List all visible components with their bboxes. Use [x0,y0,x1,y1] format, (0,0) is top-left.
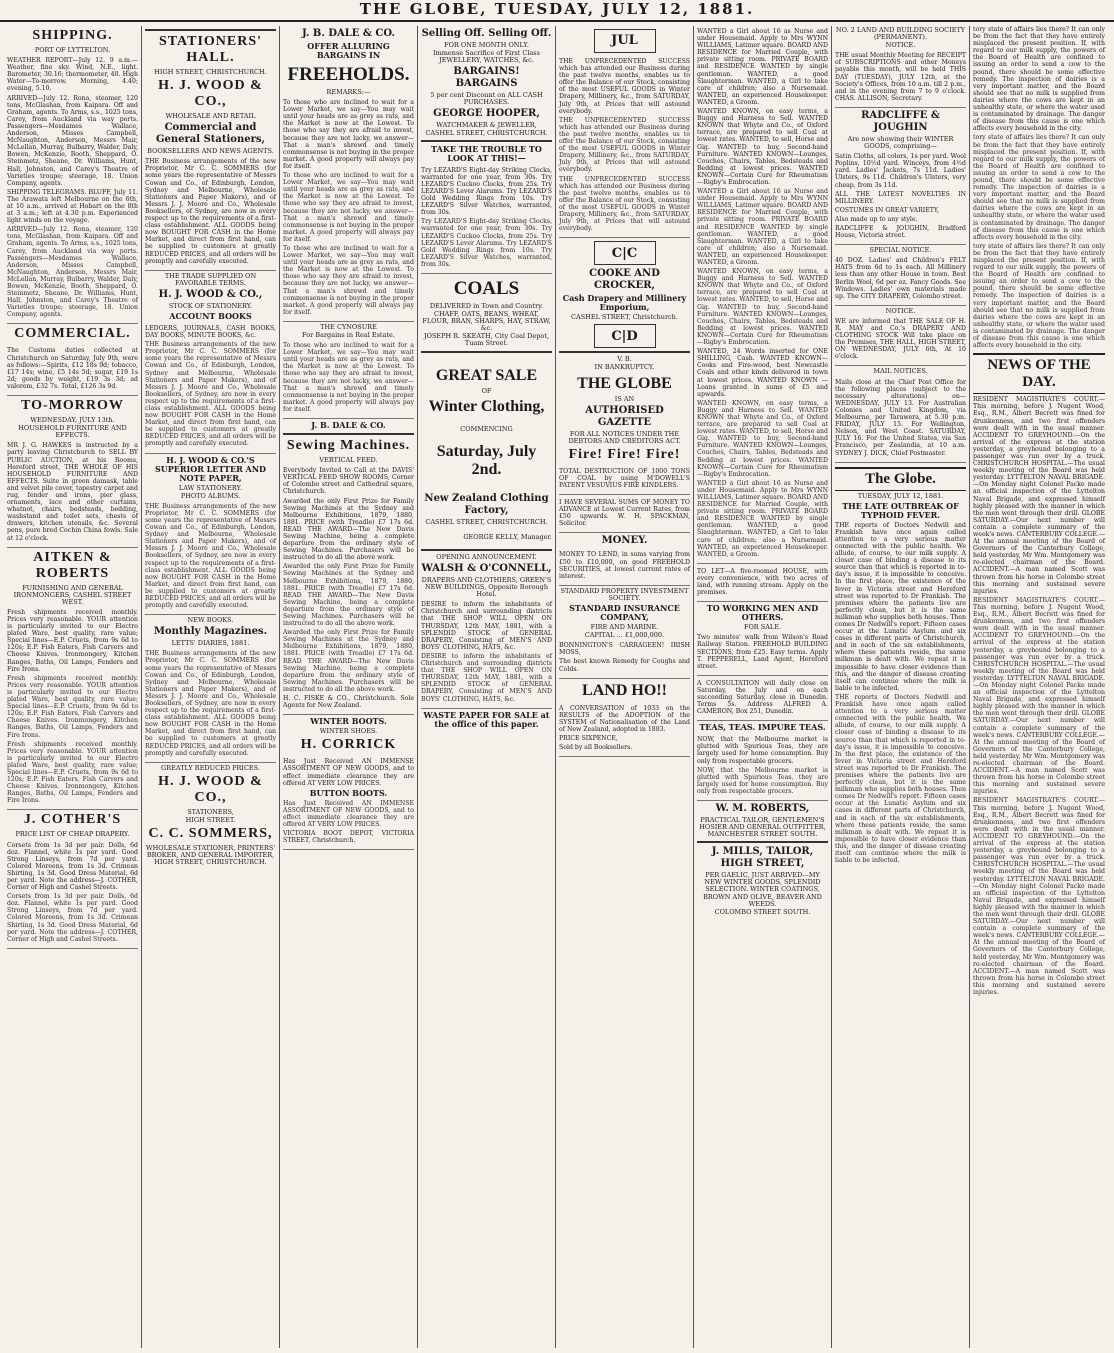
produce-list: CHAFF, OATS, BEANS, WHEAT, FLOUR, BRAN, SHARPS, HAY, STRAW, &c. [422,310,551,333]
stationers-hall-heading: STATIONERS' HALL. [158,34,263,65]
society-notice [835,50,966,108]
albums-text: THE Business arrangements of the new Proprietor, Mr C. C. SOMMERS (for some years the representative of Messrs Cowan and Co., of Edinburgh, London, Sydney and Melbourne, Wholesale Stationers and Paper Makers), and of Messrs J. J. Moore and Co., Wholesale Booksellers, of Sydney, are now in every respect up to the requirements of a first-class establishment. ALL GOODS being now BOUGHT FOR CASH in the Home Market, and direct from first hand, can be supplied to customers at greatly REDUCED PRICES, and all orders will be promptly and carefully executed. [145,502,276,610]
column-8 [970,26,1108,1348]
auction-body: MR J. G. HAWKES is instructed by a party leaving Christchurch to SELL BY PUBLIC AUCTION, at his Rooms, Hereford street, THE WHOLE OF HIS HOUSEHOLD FURNITURE AND EFFECTS. Suite in green damask, table and velvet pile cover, tapestry carpet and rug, fender and irons, pier glass, ornaments, lace and other curtains, whatnot, chairs, bedsteads, bedding, washstand and toilet sets, chests of drawers, kitchen utensils, &c. Several pens, pure bred Cochin China fowls. Sale at 12 o'clock. [7,442,138,542]
mail-body: Mails close at the Chief Post Office for the following places (subject to the necessary alterations) on— WEDNESDAY, JULY 13. For Australian Colonies and United Kingdom, via Melbourne, per Tarawera, at 5.30 p.m. FRIDAY, JULY 15. For Wellington, Nelson, and West Coast. SATURDAY, JULY 16. For the United States, via San Francisco, per Zealandia, at 10 a.m. SYDNEY J. DICK, Chief Postmaster. [835,378,966,457]
stationers-label: STATIONERS, [187,807,234,816]
commercial-heading: COMMERCIAL. [14,326,131,342]
roberts-heading: W. M. ROBERTS, [715,803,810,814]
fire-heading: Fire! Fire! Fire! [568,446,681,462]
cc-box: C|C [594,241,656,265]
aitken-sub: FURNISHING AND GENERAL IRONMONGERS, CASHEL STREET WEST. [13,583,132,606]
coals-sub: DELIVERED in Town and Country. [429,301,544,310]
hooper-heading: GEORGE HOOPER, [433,108,540,120]
cother-body-2: Corsets from 1s 3d per pair. Dolls, 6d doz. Flannel, white 1s per yard. Good Strong Linseys, from 7d per yard. Colored Moreens, from 1s 3d. Crimean Shirting, 1s 3d. Good Dress Material, 6d per yard. Note the address—J. COTHER, Corner of High and Cashel Streets. [7,893,138,943]
take-trouble: TAKE THE TROUBLE TO LOOK AT THIS!— [431,143,542,163]
authorised-gazette: AUTHORISED GAZETTE [585,404,664,428]
outbreak-body: THE reports of Doctors Nedwill and Frankish have once again called attention to a very serious matter connected with the public health. We allude, of course, to our milk supply. A closer case of binding a disease to its source than that which is reported in to-day's issue, it is impossible to conceive. In the first place, the existence of the fever in Victoria street and Hereford street was reported to Dr Frankish. The premises where the patients live are perfectly clean, but it is the same milkman who supplies both houses. Then comes Dr Nedwill's report. Fifteen cases occur at the Lunatic Asylum and six cases in different parts of Christchurch, and in each of the six establishments, where these patients reside, the same milkman is dealt with. We repeat it is impossible to have closer evidence than this, and the danger of disease creating itself can continue where the milk is liable to be infected. [835,521,966,692]
weather-report: WEATHER REPORT—July 12. 9 a.m.—Weather, fine sky. Wind, N.E., light. Barometer, 30.16; thermometer, 40. High Water—To-morrow. Morning, 4.40; evening, 5.10. [7,57,138,93]
divider [421,549,552,551]
radcliffe-list: Satin Cloths, all colors, 1s per yard. Wool Poplins, 10½d yard. Winceys, from 4½d yard. Ladies' Jackets, 7s 11d. Ladies' Ulsters, 9s 11d. Children's Ulsters, very cheap, from 3s 11d. [835,153,966,189]
news-article [973,396,1105,996]
divider [421,140,552,142]
dale-sign: J. B. DALE & CO. [311,420,386,431]
wanted-2: WANTED KNOWN, on easy terms, a Buggy and Harness to Sell. WANTED KNOWN that Whyte and Co., of Oxford terrace, are prepared to sell Coal at lowest rates. WANTED, to sell, Horse and Gig. WANTED to buy, Second-hand Furniture. WANTED KNOWN—Lounges, Couches, Chairs, Tables, Bedsteads and Bedding at lowest prices. WANTED KNOWN—Certain Cure for Rheumatism—Rigby's Embrocation. [697,108,828,186]
building-society: NO. 2 LAND AND BUILDING SOCIETY (PERMANENT). [835,26,966,42]
wanted-3: WANTED a Girl about 16 as Nurse and under Housemaid. Apply to Mrs WYNN WILLIAMS, Latimer square. BOARD AND RESIDENCE for Married Couple, with private sitting room. PRIVATE BOARD and RESIDENCE WANTED by single gentleman. WANTED, a good Slaughterman. WANTED, a Girl to take care of children; also a Nursemaid. WANTED, an experienced Housekeeper. WANTED, a Groom. [697,188,828,266]
davis-body-2: Awarded the only First Prize for Family Sewing Machines at the Sydney and Melbourne Exhibitions, 1879, 1880, 1881. PRICE (with Treadle) £7 17s 6d. READ THE AWARD—The New Davis Sewing Machine, being a complete departure from the ordinary style of Sewing Machines. Purchasers will be instructed to do all the above work. [283,563,414,628]
divider [283,433,414,435]
remarks: REMARKS:— [326,88,371,96]
waste-paper: WASTE PAPER FOR SALE at the office of this paper. [423,709,550,729]
divider [559,351,690,353]
cd-ornament [559,324,690,348]
auction-ad [7,440,138,547]
radcliffe-heading: RADCLIFFE & JOUGHIN [861,109,940,133]
money-body: MONEY TO LEND, in sums varying from £50 to £10,000, on good FREEHOLD SECURITIES, at lowest current rates of interest. [559,551,690,580]
price-sixpence: PRICE SIXPENCE, [559,734,618,742]
sold-by: Sold by all Booksellers. [559,744,633,752]
superior-paper: H. J. WOOD & CO.'S SUPERIOR LETTER AND NOTE PAPER, [155,454,266,483]
mills-heading: J. MILLS, TAILOR, HIGH STREET, [711,846,814,870]
editorial-body: tory state of affairs lies there? It can only be from the fact that they have entirely misplaced the present position. If, with regard to our milk supply, the powers of the Board of Health are confined to issuing an order to send a cow to the pound, there should be some effective remedy. The inspection of dairies is a very important matter, and the Board should see that no milk is supplied from dairies where the cows are kept in an unhealthy state, or where the water used is contaminated by drainage. The danger of disease from this cause is one which affects every household in the city. [973,26,1105,133]
cother-sub: PRICE LIST OF CHEAP DRAPERY. [15,830,130,839]
globe-date: TUESDAY, JULY 12, 1881. [857,491,944,500]
kindlers-body: TOTAL DESTRUCTION OF 1000 TONS OF COAL by using M'DOWELL'S PATENT VESUVIUS FIRE KINDLERS. [559,467,690,489]
sale-ad [697,632,828,675]
skeath: JOSEPH R. SKEATH, City Coal Depot, Tuam Street. [424,332,549,348]
outbreak-body-2: THE reports of Doctors Nedwill and Frankish have once again called attention to a very serious matter connected with the public health. We allude, of course, to our milk supply. A closer case of binding a disease to its source than that which is reported in to-day's issue, it is impossible to conceive. In the first place, the existence of the fever in Victoria street and Hereford street was reported to Dr Frankish. The premises where the patients live are perfectly clean, but it is the same milkman who supplies both houses. Then comes Dr Nedwill's report. Fifteen cases occur at the Lunatic Asylum and six cases in different parts of Christchurch, and in each of the six establishments, where these patients reside, the same milkman is dealt with. We repeat it is impossible to have closer evidence than this, and the danger of disease creating itself can continue where the milk is liable to be infected. [835,693,966,865]
to-let-body: TO LET—A five-roomed HOUSE, with every convenience, with two acres of land, with running stream. Apply on the premises. [697,567,828,597]
conversation-body: A CONVERSATION of 1033 on the RESULTS of the ADOPTION of the SYSTEM of Nationalisation of the Land of New Zealand, adopted in 1883. [559,704,690,733]
lezard-list-2: Try LEZARD'S Eight-day Striking Clocks, warranted for one year, from 30s. Try LEZARD'S Cuckoo Clocks, from 25s. Try LEZARD'S Lever Alarums. Try LEZARD'S Gold Wedding Rings from 10s. Try LEZARD'S Silver Watches, warranted, from 30s. [421,218,552,268]
ledgers-text: LEDGERS, JOURNALS, CASH BOOKS, DAY BOOKS, MINUTE BOOKS, &c. [145,324,276,340]
divider [697,841,828,843]
ledgers-filler: THE Business arrangements of the new Proprietor, Mr C. C. SOMMERS (for some years the representative of Messrs Cowan and Co., of Edinburgh, London, Sydney and Melbourne, Wholesale Stationers and Paper Makers), and of Messrs J. J. Moore and Co., Wholesale Booksellers, of Sydney, are now in every respect up to the requirements of a first-class establishment. ALL GOODS being now BOUGHT FOR CASH in the Home Market, and direct from first hand, can be supplied to customers at greatly REDUCED PRICES, and all orders will be promptly and carefully executed. [145,341,276,448]
teas-body: NOW, that the Melbourne market is glutted with Spurious Teas, they are largely used for home consumption. Buy only from respectable grocers. [697,736,828,765]
trade-supplied: THE TRADE SUPPLIED ON FAVORABLE TERMS. [164,271,257,287]
wanted-7: WANTED a Girl about 16 as Nurse and under Housemaid. Apply to Mrs WYNN WILLIAMS, Latimer square. BOARD AND RESIDENCE for Married Couple, with private sitting room. PRIVATE BOARD and RESIDENCE WANTED by single gentleman. WANTED, a good Slaughterman. WANTED, a Girl to take care of children; also a Nursemaid. WANTED, an experienced Housekeeper. WANTED, a Groom. [697,479,828,558]
latest-novelties: ALL THE LATEST NOVELTIES IN MILLINERY. [835,190,966,205]
commercial-news [7,345,138,396]
shipping-heading: SHIPPING. [32,28,113,43]
greatly-reduced: GREATLY REDUCED PRICES. [161,763,260,772]
ledgers [145,323,276,454]
freeholds-body: To those who are inclined to wait for a Lower Market, we say—You may wait until your heads are as grey as rats, and the Market is now at the Lowest. To those who say they are afraid to invest, because they are not lucky, we answer—That a man's shrewd and timely commonsense is not buying in the proper market. A good property will always pay for itself. [283,99,414,170]
wanted-6: WANTED KNOWN, on easy terms, a Buggy and Harness to Sell. WANTED KNOWN that Whyte and Co., of Oxford terrace, are prepared to sell Coal at lowest rates. WANTED, to sell, Horse and Gig. WANTED to buy, Second-hand Furniture. WANTED KNOWN—Lounges, Couches, Chairs, Tables, Bedsteads and Bedding at lowest prices. WANTED KNOWN—Certain Cure for Rheumatism—Rigby's Embrocation. [697,399,828,478]
column-3 [280,26,418,1348]
coals-heading: COALS [453,277,520,299]
davis-ad [283,465,414,715]
outbreak-article [835,522,966,865]
working-men: TO WORKING MEN AND OTHERS. [706,603,819,623]
button-boots: BUTTON BOOTS. [309,787,388,798]
wood-trade: WHOLESALE AND RETAIL [165,112,256,121]
teas-heading: TEAS, TEAS. IMPURE TEAS. [699,722,826,733]
editorial-continued [973,26,1105,349]
davis-invite: Everybody Invited to Call at the DAVIS' VERTICAL FEED SHOW ROOMS, Corner of Colombo street and Cathedral square, Christchurch. [283,467,414,496]
made-up: Also made up to any style. [835,215,918,223]
unprecedented-ad [559,56,690,238]
bonnington-heading: BONNINGTON'S CARRAGEEN! IRISH MOSS, [559,642,690,657]
standard-society: STANDARD PROPERTY INVESTMENT SOCIETY. [560,586,689,602]
sailed-list: SHIPPING TELEGRAMS. BLUFF, July 11. The Arawata left Melbourne on the 6th, at 10 a.m., arrived at Hobart on the 8th at 3 a.m.; left at 4.30 p.m. Experienced light winds on the voyage. [7,188,138,225]
wanted-4: WANTED KNOWN, on easy terms, a Buggy and Harness to Sell. WANTED KNOWN that Whyte and Co., of Oxford terrace, are prepared to sell Coal at lowest rates. WANTED, to sell, Horse and Gig. WANTED to buy, Second-hand Furniture. WANTED KNOWN—Lounges, Couches, Chairs, Tables, Bedsteads and Bedding at lowest prices. WANTED KNOWN—Certain Cure for Rheumatism—Rigby's Embrocation. [697,268,828,347]
commencing: COMMENCING [460,424,513,433]
corrick-heading: H. CORRICK [300,737,397,753]
radcliffe-address: RADCLIFFE & JOUGHIN, Bradford House, Victoria street. [835,224,966,240]
tomorrow-heading: TO-MORROW [21,398,124,414]
is-an: IS AN [614,394,635,403]
tomorrow-date: WEDNESDAY, JULY 13th. [30,416,115,425]
stationers-text: THE Business arrangements of the new Proprietor, Mr C. C. SOMMERS (for some years the representative of Messrs Cowan and Co., of Edinburgh, London, Sydney and Melbourne, Wholesale Stationers and Paper Makers), and of Messrs J. J. Moore and Co., Wholesale Booksellers, of Sydney, are now in every respect up to the requirements of a first-class establishment. ALL GOODS being now BOUGHT FOR CASH in the Home Market, and direct from first hand, can be supplied to customers at greatly REDUCED PRICES, and all orders will be promptly and carefully executed. [145,158,276,265]
consultation-ad [697,678,828,721]
unprecedented-body: THE UNPRECEDENTED SUCCESS which has attended our Business during the past twelve months, enables us to offer the Balance of our Stock, consisting of the most USEFUL GOODS in Winter Drapery, Millinery, &c., from SATURDAY, July 9th, at Prices that will astound everybody. [559,58,690,115]
cother-ad [7,840,138,949]
letts-diaries: LETTS' DIARIES, 1881. [171,639,250,648]
fiske-agents: H. C. FISKE & CO., Christchurch. Sole Agents for New Zealand. [283,695,414,710]
kindlers-ad [559,466,690,495]
mail-notices: MAIL NOTICES. [873,367,928,376]
wanted-5: WANTED, 24 Words inserted for ONE SHILLING, Cash. WANTED KNOWN—Cooks and Fire-wood, best Newcastle Coals and other kinds delivered in town at lowest prices. WANTED KNOWN — Loans granted in sums of £5 and upwards. [697,348,828,398]
column-4 [418,26,556,1348]
for-sale: FOR SALE. [743,623,782,632]
editorial-body-3: tory state of affairs lies there? It can only be from the fact that they have entirely misplaced the present position. If, with regard to our milk supply, the powers of the Board of Health are confined to issuing an order to send a cow to the pound, there should be some effective remedy. The inspection of dairies is a very important matter, and the Board should see that no milk is supplied from dairies where the cows are kept in an unhealthy state, or where the water used is contaminated by drainage. The danger of disease from this cause is one which affects every household in the city. [973,242,1105,350]
victoria-depot: VICTORIA BOOT DEPOT, VICTORIA STREET, Christchurch. [283,830,414,845]
cooke-heading: COOKE AND CROCKER, [589,268,660,292]
capital: CAPITAL ... £1,000,000. [584,631,665,640]
special-ad [835,255,966,306]
winter-clothing: Winter Clothing, [428,397,545,415]
kelly-manager: GEORGE KELLY, Manager. [463,532,552,541]
davis-body: Awarded the only First Prize for Family Sewing Machines at the Sydney and Melbourne Exhibitions, 1879, 1880, 1881. PRICE (with Treadle) £7 17s 6d. READ THE AWARD—The New Davis Sewing Machine, being a complete departure from the ordinary style of Sewing Machines. Purchasers will be instructed to do all the above work. [283,497,414,562]
sale-body: Two minutes' walk from Wilson's Road Railway Station. FREEHOLD BUILDING SECTIONS, from £25. Easy terms. Apply T. PEPPERELL, Land Agent, Hereford street. [697,634,828,670]
photo-albums: PHOTO ALBUMS. [180,491,241,500]
news-body-2: RESIDENT MAGISTRATE'S COURT.—This morning, before J. Nugent Wood, Esq., R.M., Albert Becrett was fined for drunkenness, and two first offenders were dealt with in the usual manner. ACCIDENT TO GREYHOUND.—On the arrival of the express at the station yesterday, a greyhound belonging to a passenger was run over by a truck. CHRISTCHURCH HOSPITAL.—The usual weekly meeting of the Board was held yesterday. LYTTELTON NAVAL BRIGADE.—On Monday night Colonel Packe made an official inspection of the Lyttelton Naval Brigade, and expressed himself highly pleased with the manner in which the men went through their drill. GLOBE SATURDAY.—Our next number will contain a complete summary of the week's news. CANTERBURY COLLEGE.—At the annual meeting of the Board of Governors of the Canterbury College, held yesterday, Mr Wm. Montgomery was re-elected chairman of the Board. ACCIDENT.—A man named Scott was thrown from his horse in Colombo street this morning and sustained severe injuries. [973,596,1105,796]
dale-heading: J. B. DALE & CO. [302,28,395,39]
wood-firm-3: H. J. WOOD & CO., [158,773,263,805]
column-6 [694,26,832,1348]
teas-body-2: NOW, that the Melbourne market is glutted with Spurious Teas, they are largely used for home consumption. Buy only from respectable grocers. [697,766,828,795]
the-globe-heading: THE GLOBE [577,374,672,392]
outbreak-heading: THE LATE OUTBREAK OF TYPHOID FEVER. [842,500,959,520]
freeholds-body-2: To those who are inclined to wait for a Lower Market, we say—You may wait until your heads are as grey as rats, and the Market is now at the Lowest. To those who say they are afraid to invest, because they are not lucky, we answer—That a man's shrewd and timely commonsense is not buying in the proper market. A good property will always pay for itself. [283,172,414,243]
news-of-the-day: NEWS OF THE DAY. [973,353,1105,394]
corrick-ad [283,756,414,850]
spackman-body: I HAVE SEVERAL SUMS OF MONEY TO ADVANCE at Lowest Current Rates, from £50 upwards. W. H. SPACKMAN, Solicitor. [559,499,690,528]
money-ad [559,549,690,585]
walsh-body: DESIRE to inform the inhabitants of Christchurch and surrounding districts that THE SHOP WILL OPEN ON THURSDAY, 12th MAY, 1881, with a SPLENDID STOCK of GENERAL DRAPERY, Consisting of MEN'S AND BOYS' CLOTHING, HATS, &c. [421,601,552,651]
bargains-heading: BARGAINS! BARGAINS [453,66,520,90]
saturday-date: Saturday, July 2nd. [436,442,537,478]
fire-marine: FIRE AND MARINE. [590,623,659,632]
bargains-real-estate: For Bargains in Real Estate. [302,331,395,339]
column-1 [4,26,142,1348]
stationers-address: HIGH STREET, CHRISTCHURCH. [154,68,267,76]
vertical-feed: VERTICAL FEED. [319,456,378,465]
freeholds-ad [283,97,414,322]
vb-mark: V. B. [617,355,632,364]
corrick-filler: Has Just Received AN IMMENSE ASSORTMENT OF NEW GOODS, and to effect immediate clearance they are offered AT VERY LOW PRICES. [283,799,414,828]
albums-ad [145,501,276,615]
notice-label: NOTICE. [885,41,916,50]
shipping-filler: ARRIVED—July 12. Rona, steamer, 120 tons, McGlashan, from Kaipara. Off and Graham, agents. To Arms, s.s., 1025 tons, Carey, from Auckland via way ports. Passengers—Mesdames Wallace, Anderson, Misses Campbell, McNaughton, Anderson, Messrs Mair, McLellan, Murray, Bulbarry, Walder, Daly, Bowen, McKenzie, Booth, Sheppard, O. Steinmetz, Sheane, Dr. Williams, Hunt, Hall, Johnston, and Carey's Theatre of Varieties troupe; steerage, 18. Union Company, agents. [7,226,138,319]
opening-announcement: OPENING ANNOUNCEMENT. [436,552,537,561]
cooke-address: CASHEL STREET, Christchurch. [571,313,678,322]
account-books: ACCOUNT BOOKS [169,310,252,321]
standard-insurance: STANDARD INSURANCE COMPANY, [569,603,680,623]
stationers-body [145,156,276,270]
page-columns [4,26,1110,1348]
dale-listings [283,340,414,419]
wood-firm-heading: H. J. WOOD & CO., [158,78,263,110]
tomorrow-sub: HOUSEHOLD FURNITURE AND EFFECTS. [18,424,127,440]
nz-clothing-factory: New Zealand Clothing Factory, [424,492,549,516]
jul-ornament [559,29,690,53]
cother-heading: J. COTHER'S [23,812,122,828]
factory-address: CASHEL STREET, CHRISTCHURCH. [425,517,548,526]
divider [421,351,552,353]
may-sale-ad [835,316,966,367]
special-notice: SPECIAL NOTICE. [869,246,932,255]
costumes: COSTUMES IN GREAT VARIETY, [835,206,940,214]
bonnington-ad [559,640,690,678]
column-2 [142,26,280,1348]
port-heading: PORT OF LYTTELTON. [34,46,111,54]
shipping-news [7,55,138,324]
law-stationery: LAW STATIONERY. [178,483,243,492]
editorial-body-2: tory state of affairs lies there? It can only be from the fact that they have entirely misplaced the present position. If, with regard to our milk supply, the powers of the Board of Health are confined to issuing an order to send a cow to the pound, there should be some effective remedy. The inspection of dairies is a very important matter, and the Board should see that no milk is supplied from dairies where the cows are kept in an unhealthy state, or where the water used is contaminated by drainage. The danger of disease from this cause is one which affects every household in the city. [973,134,1105,241]
society-notice-body: THE usual Monthly Meeting for RECEIPT of SUBSCRIPTIONS and other Moneys payable this month, will be held THIS DAY (TUESDAY), JULY 12th, at the Society's Offices, from 10 a.m. till 2 p.m., and in the evening from 7 to 9 o'clock. CHAS. ALLISON, Secretary. [835,52,966,102]
davis-body-3: Awarded the only First Prize for Family Sewing Machines at the Sydney and Melbourne Exhibitions, 1879, 1880, 1881. PRICE (with Treadle) £7 17s 6d. READ THE AWARD—The New Davis Sewing Machine, being a complete departure from the ordinary style of Sewing Machines. Purchasers will be instructed to do all the above work. [283,629,414,693]
aitken-heading: AITKEN & ROBERTS [33,549,112,581]
divider [145,29,276,31]
money-heading: MONEY. [601,535,648,547]
one-month: FOR ONE MONTH ONLY. [444,41,529,49]
radcliffe-sub: Are now showing their WINTER GOODS, comprising— [847,134,954,151]
mail-ad [835,377,966,463]
cynosure: THE CYNOSURE [320,322,377,331]
aitken-ad [7,607,138,811]
lezard-ad [421,165,552,274]
land-ad [559,703,690,758]
sommers-heading: C. C. SOMMERS, [148,826,273,842]
cc-ornament [559,241,690,265]
sewing-heading: Sewing Machines. [286,438,411,454]
walsh-ad [421,599,552,708]
debtors-notices: FOR ALL NOTICES UNDER THE DEBTORS AND CREDITORS ACT. [568,429,681,445]
news-body: RESIDENT MAGISTRATE'S COURT.—This morning, before J. Nugent Wood, Esq., R.M., Albert Becrett was fined for drunkenness, and two first offenders were dealt with in the usual manner. ACCIDENT TO GREYHOUND.—On the arrival of the express at the station yesterday, a greyhound belonging to a passenger was run over by a truck. CHRISTCHURCH HOSPITAL.—The usual weekly meeting of the Board was held yesterday. LYTTELTON NAVAL BRIGADE.—On Monday night Colonel Packe made an official inspection of the Lyttelton Naval Brigade, and expressed himself highly pleased with the manner in which the men went through their drill. GLOBE SATURDAY.—Our next number will contain a complete summary of the week's news. CANTERBURY COLLEGE.—At the annual meeting of the Board of Governors of the Canterbury College, held yesterday, Mr Wm. Montgomery was re-elected chairman of the Board. ACCIDENT.—A man named Scott was thrown from his horse in Colombo street this morning and sustained severe injuries. [973,396,1105,595]
stock-stationery: STOCK OF STATIONERY. [168,301,253,310]
special-body: 40 DOZ. Ladies' and Children's FELT HATS from 6d to 1s each. All Millinery less than any other House in town. Best Berlin Wool, 6d per oz. Fancy Goods. See Windows. Ladies' own materials made up. The CITY DRAPERY, Colombo street. [835,257,966,300]
lezard-list: Try LEZARD'S Eight-day Striking Clocks, warranted for one year, from 30s. Try LEZARD'S Cuckoo Clocks, from 25s. Try LEZARD'S Lever Alarums. Try LEZARD'S Gold Wedding Rings from 10s. Try LEZARD'S Silver Watches, warranted, from 30s. [421,166,552,217]
in-bankruptcy: IN BANKRUPTCY. [594,363,655,372]
land-ho-heading: LAND HO!! [582,681,667,699]
walsh-sub: DRAPERS AND CLOTHIERS, GREEN'S NEW BUILDINGS, Opposite Borough Hotel. [421,576,552,599]
monthly-magazines: Monthly Magazines. [153,626,268,638]
corrick-body: Has Just Received AN IMMENSE ASSORTMENT OF NEW GOODS, and to effect immediate clearance they are offered AT VERY LOW PRICES. [283,758,414,787]
magazines-ad [145,648,276,762]
discount: 5 per cent Discount on ALL CASH PURCHASES. [430,91,543,107]
selling-off: Selling Off. Selling Off. [421,28,552,39]
roberts-sub: PRACTICAL TAILOR, GENTLEMEN'S HOSIER AND GENERAL OUTFITTER, MANCHESTER STREET SOUTH. [699,816,826,839]
column-7 [832,26,970,1348]
teas-ad [697,734,828,801]
hooper-sub: WATCHMAKER & JEWELLER, CASHEL STREET, CHRISTCHURCH. [425,121,548,137]
globe-editorial-heading: The Globe. [835,467,966,491]
dale-listings-text: To those who are inclined to wait for a Lower Market, we say—You may wait until your heads are as grey as rats, and the Market is now at the Lowest. To those who say they are afraid to invest, because they are not lucky, we answer—That a man's shrewd and timely commonsense is not buying in the proper market. A good property will always pay for itself. [283,342,414,413]
magazines-text: THE Business arrangements of the new Proprietor, Mr C. C. SOMMERS (for some years the representative of Messrs Cowan and Co., of Edinburgh, London, Sydney and Melbourne, Wholesale Stationers and Paper Makers), and of Messrs J. J. Moore and Co., Wholesale Booksellers, of Sydney, are now in every respect up to the requirements of a first-class establishment. ALL GOODS being now BOUGHT FOR CASH in the Home Market, and direct from first hand, can be supplied to customers at greatly REDUCED PRICES, and all orders will be promptly and carefully executed. [145,650,276,757]
to-let-ad [697,566,828,602]
news-body-3: RESIDENT MAGISTRATE'S COURT.—This morning, before J. Nugent Wood, Esq., R.M., Albert Becrett was fined for drunkenness, and two first offenders were dealt with in the usual manner. ACCIDENT TO GREYHOUND.—On the arrival of the express at the station yesterday, a greyhound belonging to a passenger was run over by a truck. CHRISTCHURCH HOSPITAL.—The usual weekly meeting of the Board was held yesterday. LYTTELTON NAVAL BRIGADE.—On Monday night Colonel Packe made an official inspection of the Lyttelton Naval Brigade, and expressed himself highly pleased with the manner in which the men went through their drill. GLOBE SATURDAY.—Our next number will contain a complete summary of the week's news. CANTERBURY COLLEGE.—At the annual meeting of the Board of Governors of the Canterbury College, held yesterday, Mr Wm. Montgomery was re-elected chairman of the Board. ACCIDENT.—A man named Scott was thrown from his horse in Colombo street this morning and sustained severe injuries. [973,797,1105,996]
cash-drapery: Cash Drapery and Millinery Emporium, [562,293,687,313]
aitken-body-2: Fresh shipments received monthly. Prices very reasonable. YOUR attention is particularly invited to our Electro plated Ware, best quality, rare value; Special lines—E.P. Cruets, from 9s 6d to 120s; E.P. Fish Eaters, Fish Carvers and Cheese Knives. Ironmongery, Kitchen Ranges, Baths, Oil Lamps, Fenders and Fire Irons. [7,674,138,739]
spackman-ad [559,497,690,533]
may-sale-body: WE are informed that THE SALE OF H. R. MAY and Co.'s DRAPERY AND CLOTHING STOCK Will take place on the Premises, THE HALL, HIGH STREET, ON WEDNESDAY, JULY 6th, At 10 o'clock. [835,317,966,361]
arrived-list: ARRIVED—July 12. Rona, steamer, 120 tons, McGlashan, from Kaipara. Off and Graham, agents. To Arms, s.s., 1025 tons, Carey, from Auckland via way ports. Passengers—Mesdames Wallace, Anderson, Misses Campbell, McNaughton, Anderson, Messrs Mair, McLellan, Murray, Bulbarry, Walder, Daly, Bowen, McKenzie, Booth, Sheppard, O. Steinmetz, Sheane, Dr. Williams, Hunt, Hall, Johnston, and Carey's Theatre of Varieties troupe; steerage, 18. Union Company, agents. [7,94,138,187]
winter-boots: WINTER BOOTS. [310,716,387,727]
freeholds-body-3: To those who are inclined to wait for a Lower Market, we say—You may wait until your heads are as grey as rats, and the Market is now at the Lowest. To those who say they are afraid to invest, because they are not lucky, we answer—That a man's shrewd and timely commonsense is not buying in the proper market. A good property will always pay for itself. [283,244,414,316]
mills-address: COLOMBO STREET SOUTH. [714,907,811,916]
walsh-body-2: DESIRE to inform the inhabitants of Christchurch and surrounding districts that THE SHOP WILL OPEN ON THURSDAY, 12th MAY, 1881, with a SPLENDID STOCK of GENERAL DRAPERY, Consisting of MEN'S AND BOYS' CLOTHING, HATS, &c. [421,652,552,703]
offer-bargains: OFFER ALLURING BARGAINS IN [307,41,390,60]
commercial-stationers: Commercial and General Stationers, [156,122,265,146]
notice-label-2: NOTICE. [885,306,916,315]
new-books: NEW BOOKS. [187,616,234,625]
unprecedented-body-2: THE UNPRECEDENTED SUCCESS which has attended our Business during the past twelve months, enables us to offer the Balance of our Stock, consisting of the most USEFUL GOODS in Winter Drapery, Millinery, &c., from SATURDAY, July 9th, at Prices that will astound everybody. [559,116,690,174]
customs-duties: The Customs duties collected at Christchurch on Saturday, July 9th, were as follows:—Spirits, £12 18s 9d; tobacco, £17 14s; wine, £5 14s 5d; sugar, £19 1s 2d; goods by weight, £19 3s 3d; ad valorem, £32 7s. Total, £126 3s 9d. [7,347,138,390]
column-5 [556,26,694,1348]
of-label: OF [481,386,492,395]
bonnington-sub: The best known Remedy for Coughs and Colds. [559,658,690,673]
sommers-sub: WHOLESALE STATIONER, PRINTERS' BROKER, AND GENERAL IMPORTER, HIGH STREET, CHRISTCHURCH. [145,844,276,867]
consultation-body: A CONSULTATION will daily close on Saturday, the July and on each succeeding Saturday, close in Dunedin. Terms 5s. Address ALFRED A. CAMERON, Box 251, Dunedin. [697,679,828,716]
radcliffe-ad [835,151,966,245]
jul-box: JUL [594,29,656,53]
booksellers: BOOKSELLERS AND NEWS AGENTS. [147,147,274,156]
wood-firm-2: H. J. WOOD & CO., [158,288,263,300]
wanted-1: WANTED a Girl about 16 as Nurse and under Housemaid. Apply to Mrs WYNN WILLIAMS, Latimer square. BOARD AND RESIDENCE for Married Couple, with private sitting room. PRIVATE BOARD and RESIDENCE WANTED by single gentleman. WANTED, a good Slaughterman. WANTED, a Girl to take care of children; also a Nursemaid. WANTED, an experienced Housekeeper. WANTED, a Groom. [697,28,828,106]
winter-shoes: WINTER SHOES. [319,727,378,736]
high-street: HIGH STREET. [185,815,236,824]
aitken-body-3: Fresh shipments received monthly. Prices very reasonable. YOUR attention is particularly invited to our Electro plated Ware, best quality, rare value; Special lines—E.P. Cruets, from 9s 6d to 120s; E.P. Fish Eaters, Fish Carvers and Cheese Knives. Ironmongery, Kitchen Ranges, Baths, Oil Lamps, Fenders and Fire Irons. [7,740,138,805]
freeholds-heading: FREEHOLDS. [287,64,410,85]
walsh-heading: WALSH & O'CONNELL, [421,563,552,574]
cd-box: C|D [594,324,656,348]
wanted-ads [697,26,828,564]
sacrifice: Immense Sacrifice of First Class JEWELLERY, WATCHES, &c. [433,49,540,65]
great-sale: GREAT SALE [435,366,538,384]
cother-body: Corsets from 1s 3d per pair. Dolls, 6d doz. Flannel, white 1s per yard. Good Strong Linseys, from 7d per yard. Colored Moreens, from 1s 3d. Crimean Shirting, 1s 3d. Good Dress Material, 6d per yard. Note the address—J. COTHER, Corner of High and Cashel Streets. [7,841,138,892]
aitken-body: Fresh shipments received monthly. Prices very reasonable. YOUR attention is particularly invited to our Electro plated Ware, best quality, rare value; Special lines—E.P. Cruets, from 9s 6d to 120s; E.P. Fish Eaters, Fish Carvers and Cheese Knives. Ironmongery, Kitchen Ranges, Baths, Oil Lamps, Fenders and Fire Irons. [7,608,138,673]
masthead: THE GLOBE, TUESDAY, JULY 12, 1881. [0,0,1114,22]
unprecedented-body-3: THE UNPRECEDENTED SUCCESS which has attended our Business during the past twelve months, enables us to offer the Balance of our Stock, consisting of the most USEFUL GOODS in Winter Drapery, Millinery, &c., from SATURDAY, July 9th, at Prices that will astound everybody. [559,175,690,233]
mills-body: PER GAELIC, JUST ARRIVED—MY NEW WINTER GOODS, SPLENDID SELECTION. WINTER COATINGS, BROWN AND OLIVE, BEAVER AND WEEDS. [703,871,822,908]
